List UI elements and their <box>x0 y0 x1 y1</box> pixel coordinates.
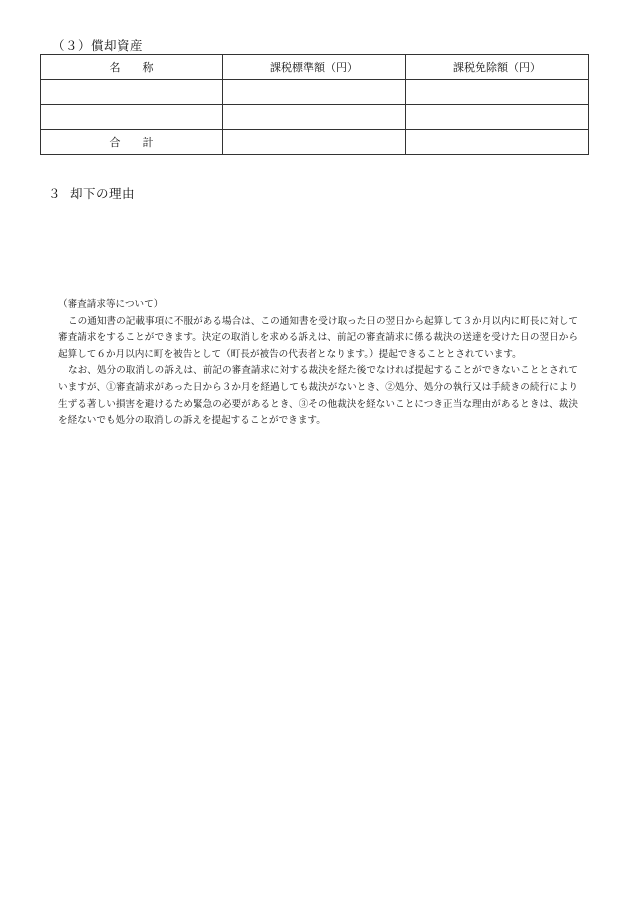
total-label: 合 計 <box>41 130 223 155</box>
table-header-row <box>41 55 589 80</box>
total-taxable-base <box>223 130 406 155</box>
table-cell <box>406 105 589 130</box>
table-row <box>41 105 589 130</box>
rejection-section-title: 却下の理由 <box>70 186 136 201</box>
table-cell <box>406 80 589 105</box>
column-header-tax-exemption: 課税免除額（円） <box>406 55 589 80</box>
table-cell <box>223 80 406 105</box>
table-cell <box>41 105 223 130</box>
column-header-taxable-base: 課税標準額（円） <box>223 55 406 80</box>
table-cell <box>41 80 223 105</box>
column-header-name: 名 称 <box>41 55 223 80</box>
table-cell <box>223 105 406 130</box>
notice-paragraph: なお、処分の取消しの訴えは、前記の審査請求に対する裁決を経た後でなければ提起することができないこととされていますが、①審査請求があった日から３か月を経過しても裁決がないとき、②処分、処分の執行又は手続きの続行により生ずる著しい損害を避けるため緊急の必要があるとき、③その他裁決を経ないことにつき正当な理由があるときは、裁決を経ないでも処分の取消しの訴えを提起することができます。 <box>58 365 578 427</box>
table-total-row <box>41 130 589 155</box>
appeal-notice <box>58 297 578 430</box>
notice-title: （審査請求等について） <box>58 299 164 310</box>
total-tax-exemption <box>406 130 589 155</box>
table-row <box>41 80 589 105</box>
rejection-reason-heading <box>48 184 135 202</box>
depreciable-assets-heading: （３）償却資産 <box>52 38 144 53</box>
notice-paragraph: この通知書の記載事項に不服がある場合は、この通知書を受け取った日の翌日から起算して３か月以内に町長に対して審査請求をすることができます。決定の取消しを求める訴えは、前記の審査請求に係る裁決の送達を受けた日の翌日から起算して６か月以内に町を被告として（町長が被告の代表者となります。）提起できることとされています。 <box>58 315 578 360</box>
rejection-section-number: ３ <box>48 186 62 201</box>
depreciable-assets-table <box>40 54 589 155</box>
